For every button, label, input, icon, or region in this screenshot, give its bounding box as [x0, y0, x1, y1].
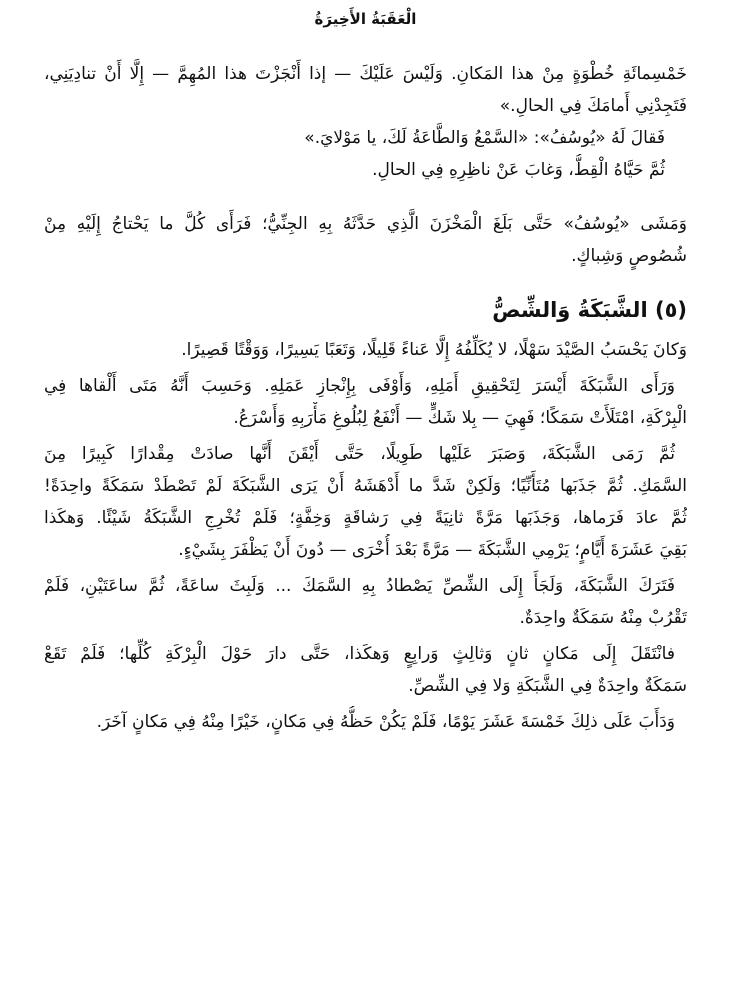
text-line: ثُمَّ حَيَّاهُ الْقِطُّ، وَغابَ عَنْ ناظِرِهِ فِي الحالِ.: [372, 160, 665, 180]
text-line: السَّمَكِ. ثُمَّ جَذَبَها مُتَأَنِّيًا؛ وَلَكِنْ شَدَّ ما أَدْهَشَهُ أَنْ يَرَى الشَّبَكَةَ لَمْ تَصْطَدْ سَمَكَةً واحِدَةً!: [44, 476, 687, 496]
text-line: وَرَأَى الشَّبَكَةَ أَيْسَرَ لِتَحْقِيقِ أَمَلِهِ، وَأَوْفَى بِإِنْجازِ عَمَلِهِ. وَحَسِبَ أَنَّهُ مَتَى أَلْقاها فِي: [44, 376, 675, 396]
text-line: ثُمَّ رَمَى الشَّبَكَةَ، وَصَبَرَ عَلَيْها طَوِيلًا، حَتَّى أَيْقَنَ أَنَّها صادَتْ مِقْدارًا كَبِيرًا مِنَ: [44, 444, 675, 464]
text-line: فَتَرَكَ الشَّبَكَةَ، وَلَجَأَ إِلَى الشِّصِّ يَصْطادُ بِهِ السَّمَكَ ... وَلَبِثَ ساعَةً، ثُمَّ ساعَتَيْنِ، فَلَمْ: [44, 576, 675, 596]
text-line: شُصُوصٍ وَشِباكٍ.: [571, 246, 687, 266]
text-line: بَقِيَ عَشَرَةَ أَيَّامٍ؛ يَرْمِي الشَّبَكَةَ — مَرَّةً بَعْدَ أُخْرَى — دُونَ أَنْ يَظْفَرَ بِشَيْءٍ.: [178, 540, 687, 560]
text-line: وَكانَ يَحْسَبُ الصَّيْدَ سَهْلًا، لا يُكَلِّفُهُ إِلَّا عَناءً قَلِيلًا، وَتَعَبًا يَسِيرًا، وَوَقْتًا قَصِيرًا.: [181, 340, 687, 360]
text-line: خَمْسِمائَةِ خُطْوَةٍ مِنْ هذا المَكانِ. وَلَيْسَ عَلَيْكَ — إذا أَنْجَزْتَ هذا المُهِمَّ — إِلَّا أَنْ تنادِيَنِي،: [44, 64, 687, 84]
text-line: وَمَشَى «يُوسُفُ» حَتَّى بَلَغَ الْمَخْزَنَ الَّذِي حَدَّثَهُ بِهِ الجِنِّيُّ؛ فَرَأَى كُلَّ ما يَحْتاجُ إِلَيْهِ مِنْ: [44, 214, 687, 234]
text-line: فانْتَقَلَ إِلَى مَكانٍ ثانٍ وَثالِثٍ وَرابِعٍ وَهكَذا، حَتَّى دارَ حَوْلَ الْبِرْكَةِ كُلِّها؛ فَلَمْ تَقَعْ: [44, 644, 675, 664]
section-body: [44, 334, 687, 738]
text-line: سَمَكَةٌ واحِدَةٌ فِي الشَّبَكَةِ وَلا فِي الشِّصِّ.: [408, 676, 687, 696]
intro-paragraph: [44, 58, 687, 186]
running-head: الْعَقَبَةُ الأَخِيرَةُ: [314, 10, 417, 28]
text-line: الْبِرْكَةِ، امْتَلَأَتْ سَمَكًا؛ فَهِيَ — بِلا شَكٍّ — أَنْفَعُ لِبُلُوغِ مَأْرَبِهِ وَأَسْرَعُ.: [233, 408, 687, 428]
text-line: فَتَجِدْنِي أَمامَكَ فِي الحالِ.»: [499, 96, 687, 116]
section-heading: (٥) الشَّبَكَةُ وَالشِّصُّ: [492, 298, 687, 322]
text-line: فَقالَ لَهُ «يُوسُفُ»: «السَّمْعُ وَالطَّاعَةُ لَكَ، يا مَوْلايَ.»: [304, 128, 665, 148]
text-line: ثُمَّ عادَ فَرَماها، وَجَذَبَها مَرَّةً ثانِيَةً فِي رَشاقَةٍ وَخِفَّةٍ؛ فَلَمْ تُخْرِجِ الشَّبَكَةُ شَيْئًا. وَهكَذا: [44, 508, 687, 528]
walk-paragraph: [44, 208, 687, 272]
text-line: تَقْرُبْ مِنْهُ سَمَكَةٌ واحِدَةٌ.: [519, 608, 687, 628]
text-line: وَدَأَبَ عَلَى ذلِكَ خَمْسَةَ عَشَرَ يَوْمًا، فَلَمْ يَكُنْ حَظُّهُ فِي مَكانٍ، خَيْرًا مِنْهُ فِي مَكانٍ آخَرَ.: [96, 712, 675, 732]
